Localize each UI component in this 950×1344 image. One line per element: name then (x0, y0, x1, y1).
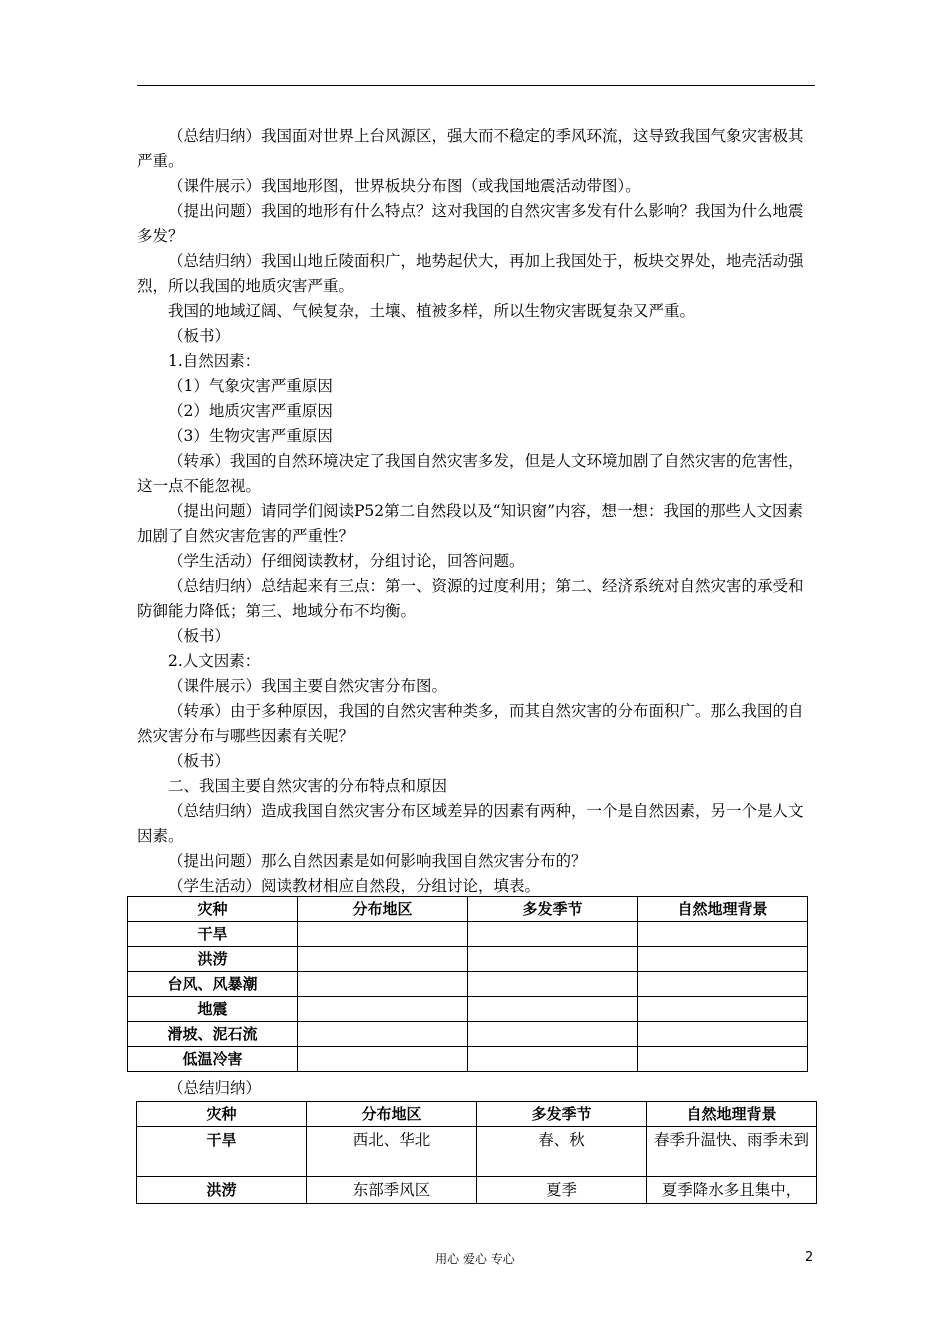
table-row (128, 1022, 808, 1047)
blank-cell (468, 947, 638, 972)
blank-cell (638, 922, 808, 947)
row-label: 干旱 (137, 1127, 307, 1177)
column-header: 自然地理背景 (647, 1102, 817, 1127)
column-header: 多发季节 (468, 897, 638, 922)
paragraph: 二、我国主要自然灾害的分布特点和原因 (168, 777, 448, 795)
paragraph: （总结归纳）我国面对世界上台风源区，强大而不稳定的季风环流，这导致我国气象灾害极其严重。 (137, 127, 804, 170)
table-row (128, 922, 808, 947)
blank-cell (468, 1022, 638, 1047)
table-row (137, 1177, 817, 1204)
paragraph: （学生活动）仔细阅读教材，分组讨论，回答问题。 (168, 552, 525, 570)
column-header: 分布地区 (307, 1102, 477, 1127)
blank-cell (298, 1047, 468, 1072)
table-cell: 东部季风区 (307, 1177, 477, 1204)
blank-cell (298, 997, 468, 1022)
paragraph: （板书） (168, 327, 231, 345)
paragraph: （转承）我国的自然环境决定了我国自然灾害多发，但是人文环境加剧了自然灾害的危害性，这一点不能忽视。 (137, 452, 804, 495)
blank-cell (468, 922, 638, 947)
paragraph: 我国的地域辽阔、气候复杂，土壤、植被多样，所以生物灾害既复杂又严重。 (168, 302, 696, 320)
paragraph: （总结归纳）我国山地丘陵面积广，地势起伏大，再加上我国处于，板块交界处，地壳活动强烈，所以我国的地质灾害严重。 (137, 252, 804, 295)
row-label: 洪涝 (137, 1177, 307, 1204)
page-footer: 用心 爱心 专心 (435, 1252, 515, 1266)
row-label: 低温冷害 (128, 1047, 298, 1072)
table-cell: 夏季降水多且集中， (647, 1177, 817, 1204)
blank-cell (638, 1047, 808, 1072)
blank-cell (638, 1022, 808, 1047)
table-row (128, 1047, 808, 1072)
blank-cell (468, 972, 638, 997)
paragraph: （总结归纳）造成我国自然灾害分布区域差异的因素有两种，一个是自然因素，另一个是人文因素。 (137, 802, 804, 845)
paragraph: （转承）由于多种原因，我国的自然灾害种类多，而其自然灾害的分布面积广。那么我国的自然灾害分布与哪些因素有关呢？ (137, 702, 804, 745)
paragraph: （3）生物灾害严重原因 (168, 427, 333, 445)
blank-cell (298, 947, 468, 972)
blank-cell (638, 972, 808, 997)
table-header-row (137, 1102, 817, 1127)
table-row (128, 972, 808, 997)
table-cell: 春季升温快、雨季未到 (647, 1127, 817, 1177)
filled-disaster-table (136, 1101, 817, 1204)
paragraph: （学生活动）阅读教材相应自然段，分组讨论，填表。 (168, 877, 541, 895)
row-label: 干旱 (128, 922, 298, 947)
paragraph: （1）气象灾害严重原因 (168, 377, 333, 395)
row-label: 滑坡、泥石流 (128, 1022, 298, 1047)
table-cell: 春、秋 (477, 1127, 647, 1177)
blank-cell (468, 1047, 638, 1072)
table-cell: 西北、华北 (307, 1127, 477, 1177)
table-row (128, 997, 808, 1022)
paragraph: （板书） (168, 752, 231, 770)
paragraph: （提出问题）请同学们阅读P52第二自然段以及“知识窗”内容，想一想：我国的那些人文因素加剧了自然灾害危害的严重性？ (137, 502, 804, 545)
blank-cell (298, 972, 468, 997)
table-cell: 夏季 (477, 1177, 647, 1204)
blank-cell (298, 922, 468, 947)
column-header: 多发季节 (477, 1102, 647, 1127)
table-row (128, 947, 808, 972)
paragraph: （板书） (168, 627, 231, 645)
paragraph: （课件展示）我国主要自然灾害分布图。 (168, 677, 448, 695)
row-label: 洪涝 (128, 947, 298, 972)
column-header: 灾种 (128, 897, 298, 922)
column-header: 分布地区 (298, 897, 468, 922)
summary-label: （总结归纳） (168, 1079, 262, 1097)
table-row (137, 1127, 817, 1177)
blank-cell (638, 997, 808, 1022)
body-text (137, 124, 815, 899)
paragraph: 2.人文因素： (168, 652, 261, 670)
blank-disaster-table (127, 896, 808, 1072)
column-header: 自然地理背景 (638, 897, 808, 922)
row-label: 地震 (128, 997, 298, 1022)
page-number: 2 (805, 1250, 814, 1265)
table-header-row (128, 897, 808, 922)
column-header: 灾种 (137, 1102, 307, 1127)
blank-cell (298, 1022, 468, 1047)
paragraph: 1.自然因素： (168, 352, 261, 370)
paragraph: （总结归纳）总结起来有三点：第一、资源的过度利用；第二、经济系统对自然灾害的承受和防御能力降低；第三、地域分布不均衡。 (137, 577, 804, 620)
paragraph: （2）地质灾害严重原因 (168, 402, 333, 420)
paragraph: （提出问题）那么自然因素是如何影响我国自然灾害分布的？ (168, 852, 587, 870)
row-label: 台风、风暴潮 (128, 972, 298, 997)
paragraph: （提出问题）我国的地形有什么特点？这对我国的自然灾害多发有什么影响？我国为什么地震多发？ (137, 202, 804, 245)
paragraph: （课件展示）我国地形图，世界板块分布图（或我国地震活动带图）。 (168, 177, 641, 195)
header-rule (137, 85, 815, 86)
blank-cell (638, 947, 808, 972)
blank-cell (468, 997, 638, 1022)
